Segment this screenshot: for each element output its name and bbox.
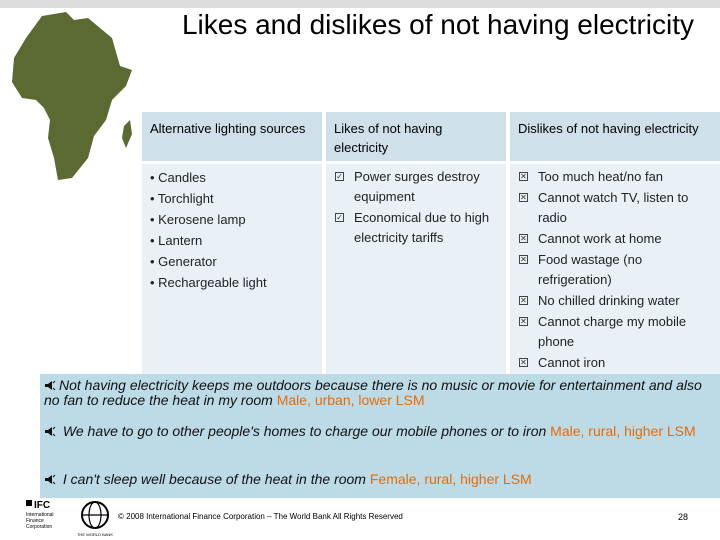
item-text: Food wastage (no refrigeration)	[538, 252, 643, 287]
checkbox-cross-icon: ✕	[520, 358, 527, 367]
ifc-logo	[24, 498, 64, 538]
footer	[0, 498, 720, 540]
svg-text:IFC: IFC	[34, 500, 51, 511]
page-number: 28	[677, 512, 688, 522]
list-item: • Lantern	[150, 233, 203, 248]
list-item	[334, 208, 500, 248]
svg-text:Corporation: Corporation	[26, 524, 53, 530]
sources-cell	[142, 163, 324, 375]
quote-text: I can't sleep well because of the heat in the room	[59, 471, 370, 487]
quote-1	[44, 378, 716, 408]
list-item	[518, 167, 714, 187]
likes-dislikes-table	[142, 112, 720, 374]
item-text: Cannot iron	[538, 355, 606, 370]
copyright-text: © 2008 International Finance Corporation – The World Bank All Rights Reserved	[118, 512, 403, 521]
likes-cell	[324, 163, 508, 375]
checkbox-check-icon: ✓	[336, 172, 343, 181]
table-body-row	[142, 163, 720, 375]
list-item	[518, 188, 714, 228]
checkbox-cross-icon: ✕	[520, 234, 527, 243]
item-text: Economical due to high electricity tariffs	[354, 210, 490, 245]
quote-attribution: Male, urban, lower LSM	[276, 392, 425, 408]
item-text: Cannot work at home	[538, 231, 662, 246]
quote-text: Not having electricity keeps me outdoors because there is no music or movie for entertainment and also no fan to reduce the heat in my room	[44, 377, 702, 408]
list-item	[518, 250, 714, 290]
quote-2	[44, 424, 716, 439]
list-item	[334, 167, 500, 207]
item-text: No chilled drinking water	[538, 293, 680, 308]
dislikes-list	[518, 167, 714, 373]
item-text: Cannot watch TV, listen to radio	[538, 190, 689, 225]
world-bank-logo	[76, 498, 114, 538]
header-dislikes: Dislikes of not having electricity	[508, 112, 720, 163]
speaker-icon	[44, 380, 56, 391]
item-text: Power surges destroy equipment	[354, 169, 480, 204]
list-item: • Candles	[150, 170, 206, 185]
likes-list	[334, 167, 500, 248]
top-bar	[0, 0, 720, 8]
item-text: Cannot charge my mobile phone	[538, 314, 687, 349]
quote-attribution: Female, rural, higher LSM	[369, 471, 532, 487]
africa-map-icon	[8, 8, 140, 186]
slide-title: Likes and dislikes of not having electricity	[181, 9, 694, 40]
list-item	[518, 353, 714, 373]
checkbox-cross-icon: ✕	[520, 193, 527, 202]
checkbox-cross-icon: ✕	[520, 255, 527, 264]
header-sources: Alternative lighting sources	[142, 112, 324, 163]
svg-text:Finance: Finance	[26, 518, 44, 524]
list-item: • Generator	[150, 254, 217, 269]
list-item	[518, 229, 714, 249]
speaker-icon	[44, 474, 56, 485]
quote-attribution: Male, rural, higher LSM	[550, 423, 696, 439]
speaker-icon	[44, 426, 56, 437]
item-text: Too much heat/no fan	[538, 169, 664, 184]
svg-text:THE WORLD BANK: THE WORLD BANK	[76, 532, 114, 537]
dislikes-cell	[508, 163, 720, 375]
sources-list	[150, 167, 316, 293]
checkbox-check-icon: ✓	[336, 213, 343, 222]
checkbox-cross-icon: ✕	[520, 172, 527, 181]
checkbox-cross-icon: ✕	[520, 296, 527, 305]
list-item: • Rechargeable light	[150, 275, 267, 290]
list-item: • Torchlight	[150, 191, 214, 206]
header-likes: Likes of not having electricity	[324, 112, 508, 163]
checkbox-cross-icon: ✕	[520, 317, 527, 326]
list-item	[518, 291, 714, 311]
quote-3	[44, 472, 716, 487]
quotes-panel	[40, 374, 720, 498]
svg-text:International: International	[26, 512, 54, 518]
list-item: • Kerosene lamp	[150, 212, 246, 227]
list-item	[518, 312, 714, 352]
quote-text: We have to go to other people's homes to charge our mobile phones or to iron	[59, 423, 551, 439]
table-header-row	[142, 112, 720, 163]
